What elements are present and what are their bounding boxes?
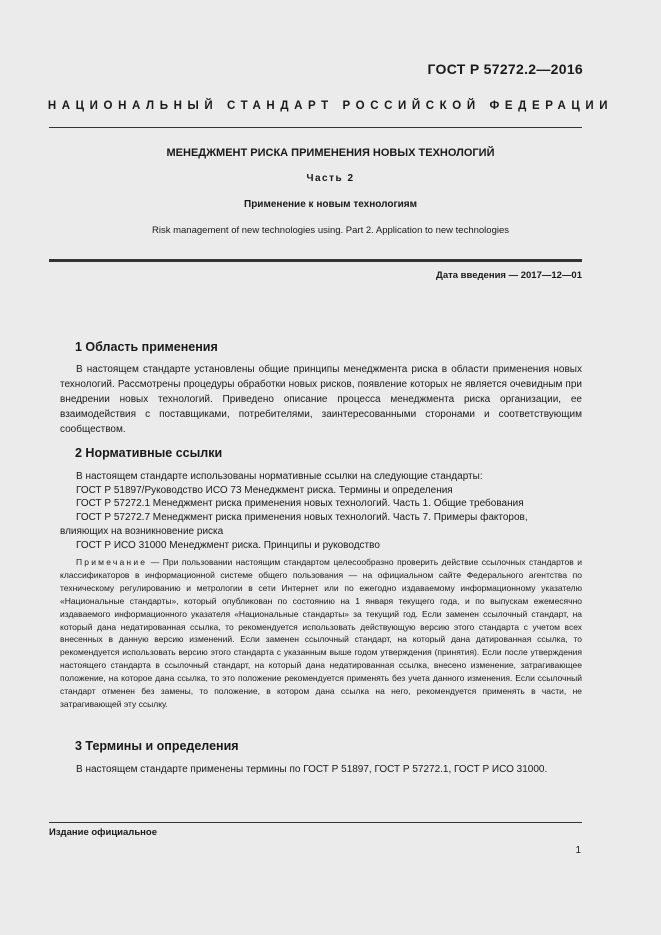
section-3-body: В настоящем стандарте применены термины по ГОСТ Р 51897, ГОСТ Р 57272.1, ГОСТ Р ИСО 31000. xyxy=(76,764,548,775)
section-2-heading: 2 Нормативные ссылки xyxy=(75,446,223,460)
document-title: МЕНЕДЖМЕНТ РИСКА ПРИМЕНЕНИЯ НОВЫХ ТЕХНОЛОГИЙ xyxy=(166,147,495,159)
reference-item: ГОСТ Р 57272.7 Менеджмент риска применения новых технологий. Часть 7. Примеры факторов, xyxy=(76,512,528,524)
reference-item: ГОСТ Р ИСО 31000 Менеджмент риска. Принципы и руководство xyxy=(76,539,380,551)
english-title: Risk management of new technologies using. Part 2. Application to new technologies xyxy=(152,225,509,236)
section-3-heading: 3 Термины и определения xyxy=(75,739,239,753)
reference-item-continuation: влияющих на возникновение риска xyxy=(60,525,224,537)
reference-item: ГОСТ Р 51897/Руководство ИСО 73 Менеджмент риска. Термины и определения xyxy=(76,484,453,496)
normative-references xyxy=(60,470,582,552)
section-3-text xyxy=(60,762,582,777)
note-label: Примечание xyxy=(76,557,148,567)
document-subtitle: Применение к новым технологиям xyxy=(244,199,417,210)
reference-item: ГОСТ Р 57272.1 Менеджмент риска применения новых технологий. Часть 1. Общие требования xyxy=(76,498,524,510)
page-number: 1 xyxy=(575,845,581,856)
official-edition-label: Издание официальное xyxy=(49,827,157,838)
section-1-heading: 1 Область применения xyxy=(75,340,218,354)
section-1-body: В настоящем стандарте установлены общие принципы менеджмента риска в области применения новых технологий. Рассмотрены процедуры обработки новых рисков, появление которых не является очевидным при внедрении новых технологий. Приведено описание процесса менеджмента риска организации, ее взаимодействия с поставщиками, потребителями, заинтересованными сторонами и соответствующим сообществом. xyxy=(60,364,582,435)
references-note xyxy=(60,556,582,711)
note-text: — При пользовании настоящим стандартом целесообразно проверить действие ссылочных стандартов и классификаторов в информационной системе общего пользования — на официальном сайте Федерального агентства по техническому регулированию и метрологии в сети Интернет или по ежегодно издаваемому информационному указателю «Национальные стандарты», который опубликован по состоянию на 1 января текущего года, и по выпускам ежемесячно издаваемого информационного указателя «Национальные стандарты» за текущий год. Если заменен ссылочный стандарт, на который дана недатированная ссылка, то рекомендуется использовать действующую версию этого стандарта с учетом всех внесенных в данную версию изменений. Если заменен ссылочный стандарт, на который дана датированная ссылка, то рекомендуется использовать версию этого стандарта с указанным выше годом утверждения (принятия). Если после утверждения настоящего стандарта в ссылочный стандарт, на который дана недатированная ссылка, внесено изменение, затрагивающее положение, на которое дана ссылка, то это положение рекомендуется применять без учета данного изменения. Если ссылочный стандарт отменен без замены, то положение, в котором дана ссылка на него, рекомендуется применять в части, не затрагивающей эту ссылку. xyxy=(60,557,582,709)
standard-code: ГОСТ Р 57272.2—2016 xyxy=(427,61,583,77)
introduction-date: Дата введения — 2017—12—01 xyxy=(436,270,582,281)
footer-divider xyxy=(49,822,582,823)
part-number: Часть 2 xyxy=(306,173,355,184)
references-intro: В настоящем стандарте использованы нормативные ссылки на следующие стандарты: xyxy=(76,471,483,482)
section-1-text xyxy=(60,362,582,437)
header-divider xyxy=(49,127,582,128)
title-divider xyxy=(49,259,582,262)
national-standard-title: НАЦИОНАЛЬНЫЙ СТАНДАРТ РОССИЙСКОЙ ФЕДЕРАЦИИ xyxy=(47,100,614,112)
